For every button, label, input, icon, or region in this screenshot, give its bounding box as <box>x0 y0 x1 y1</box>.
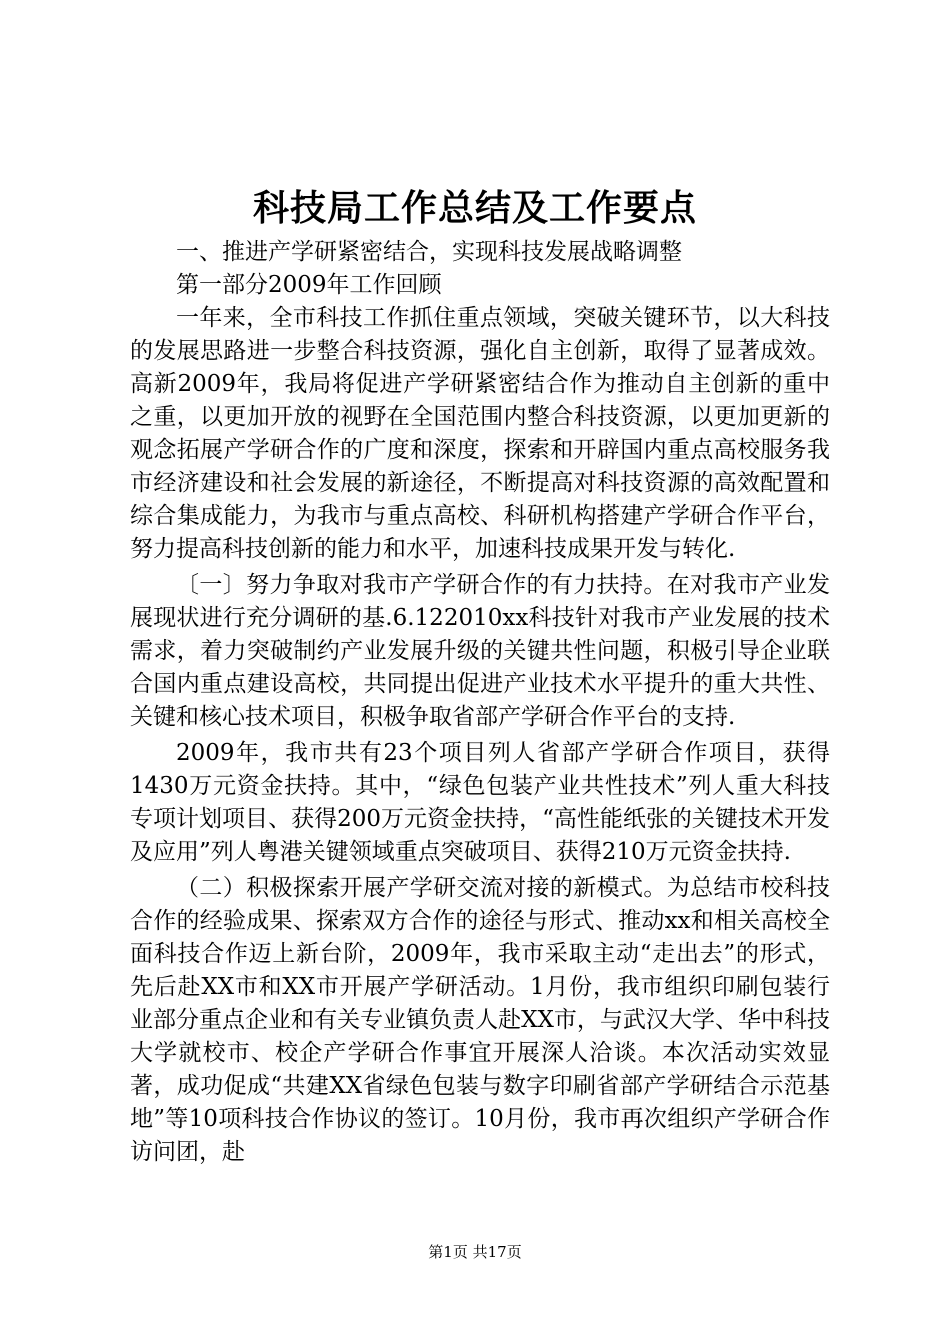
page-number-footer: 第1页 共17页 <box>428 1243 522 1261</box>
paragraph-section-heading: 一、推进产学研紧密结合，实现科技发展战略调整 <box>176 239 682 265</box>
document-title: 科技局工作总结及工作要点 <box>252 187 697 229</box>
paragraph-support: 〔一〕努力争取对我市产学研合作的有力扶持。在对我市产业发展现状进行充分调研的基.6.122010xx科技针对我市产业发展的技术需求，着力突破制约产业发展升级的关键共性问题，积极引导企业联合国内重点建设高校，共同提出促进产业技术水平提升的重大共性、关键和核心技术项目，积极争取省部产学研合作平台的支持. <box>130 572 830 730</box>
paragraph-exchange-model: （二）积极探索开展产学研交流对接的新模式。为总结市校科技合作的经验成果、探索双方合作的途径与形式、推动xx和相关高校全面科技合作迈上新台阶，2009年，我市采取主动“走出去”的形式，先后赴XX市和XX市开展产学研活动。1月份，我市组织印刷包装行业部分重点企业和有关专业镇负责人赴XX市，与武汉大学、华中科技大学就校市、校企产学研合作事宜开展深人洽谈。本次活动实效显著，成功促成“共建XX省绿色包装与数字印刷省部产学研结合示范基地”等10项科技合作协议的签订。10月份，我市再次组织产学研合作访问团，赴 <box>130 875 830 1165</box>
paragraph-part-heading: 第一部分2009年工作回顾 <box>176 272 442 298</box>
document-body <box>130 236 830 1169</box>
paragraph-projects-2009: 2009年，我市共有23个项目列人省部产学研合作项目，获得1430万元资金扶持。其中，“绿色包装产业共性技术”列人重大科技专项计划项目、获得200万元资金扶持，“高性能纸张的关键技术开发及应用”列人粤港关键领域重点突破项目、获得210万元资金扶持. <box>130 740 830 865</box>
paragraph-overview: 一年来，全市科技工作抓住重点领域，突破关键环节，以大科技的发展思路进一步整合科技资源，强化自主创新，取得了显著成效。高新2009年，我局将促进产学研紧密结合作为推动自主创新的重中之重，以更加开放的视野在全国范围内整合科技资源，以更加更新的观念拓展产学研合作的广度和深度，探索和开辟国内重点高校服务我市经济建设和社会发展的新途径，不断提高对科技资源的高效配置和综合集成能力，为我市与重点高校、科研机构搭建产学研合作平台，努力提高科技创新的能力和水平，加速科技成果开发与转化. <box>130 305 830 562</box>
